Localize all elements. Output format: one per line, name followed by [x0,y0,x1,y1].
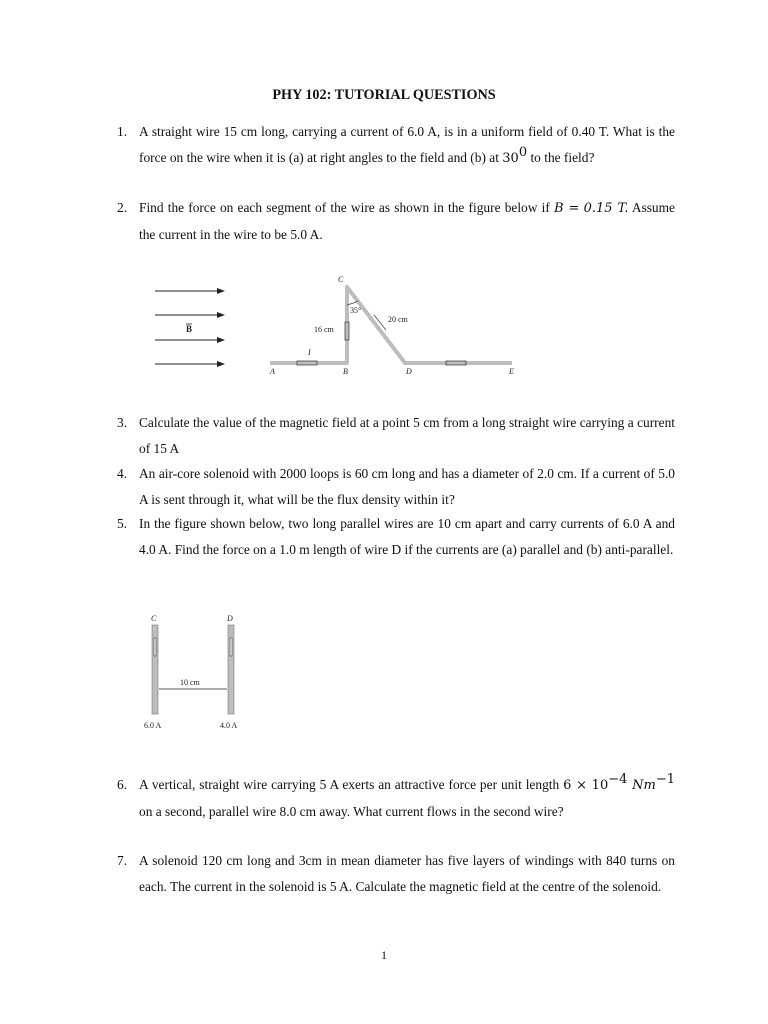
question-number: 4. [117,466,128,481]
question-number: 2. [117,200,128,215]
length-label-bc: 16 cm [314,325,334,334]
question-text: A vertical, straight wire carrying 5 A exerts an attractive force per unit length $6 \times 10^{-4}$ $Nm^{-1}$ on a second, parallel wire 8.0 cm away. What current flows in the second wire? [139,772,675,819]
point-label-a: A [270,367,275,376]
current-label-d: 4.0 A [220,721,238,730]
question-text: Calculate the value of the magnetic field at a point 5 cm from a long straight wire carrying a current of 15 A [139,415,675,456]
question-4 [117,461,675,512]
question-number: 7. [117,853,128,868]
point-label-e: E [509,367,514,376]
question-5 [117,511,675,562]
wire-label-d: D [227,614,233,623]
question-number: 3. [117,415,128,430]
question-3 [117,410,675,461]
page-number: 1 [381,948,387,962]
question-number: 6. [117,777,128,792]
point-label-c: C [338,275,344,284]
question-6 [117,772,675,824]
question-text: A straight wire 15 cm long, carrying a current of 6.0 A, is in a uniform field of 0.40 T. What is the force on the wire when it is (a) at right angles to the field and (b) at $30^0$ to the field? [139,124,675,166]
point-label-b: B [343,367,348,376]
current-label-c: 6.0 A [144,721,162,730]
wire-label-c: C [151,614,157,623]
page-title: PHY 102: TUTORIAL QUESTIONS [272,87,496,103]
length-label-cd: 20 cm [388,315,408,324]
parallel-wires-figure [138,610,258,735]
bent-wire [270,287,512,363]
field-label: B [186,324,193,334]
question-text: A solenoid 120 cm long and 3cm in mean diameter has five layers of windings with 840 turns on each. The current in the solenoid is 5 A. Calculate the magnetic field at the centre of the solenoid. [139,853,675,894]
point-label-d: D [406,367,412,376]
question-7 [117,848,675,899]
question-number: 5. [117,516,128,531]
question-1 [117,119,675,171]
separation-label: 10 cm [180,678,200,687]
current-arrow-icon [230,638,232,656]
question-text: Find the force on each segment of the wire as shown in the figure below if B = 0.15 T. Assume the current in the wire to be 5.0 A. [139,200,675,242]
current-label: I [308,348,311,357]
question-text: In the figure shown below, two long parallel wires are 10 cm apart and carry currents of 6.0 A and 4.0 A. Find the force on a 1.0 m length of wire D if the currents are (a) parallel and (b) anti-parallel. [139,516,675,557]
current-arrow-icon [154,638,156,656]
question-text: An air-core solenoid with 2000 loops is 60 cm long and has a diameter of 2.0 cm. If a current of 5.0 A is sent through it, what will be the flux density within it? [139,466,675,507]
wire-segment-figure [150,270,530,380]
question-number: 1. [117,124,128,139]
angle-label: 35° [350,306,362,315]
question-2 [117,195,675,247]
field-arrows [155,291,224,380]
